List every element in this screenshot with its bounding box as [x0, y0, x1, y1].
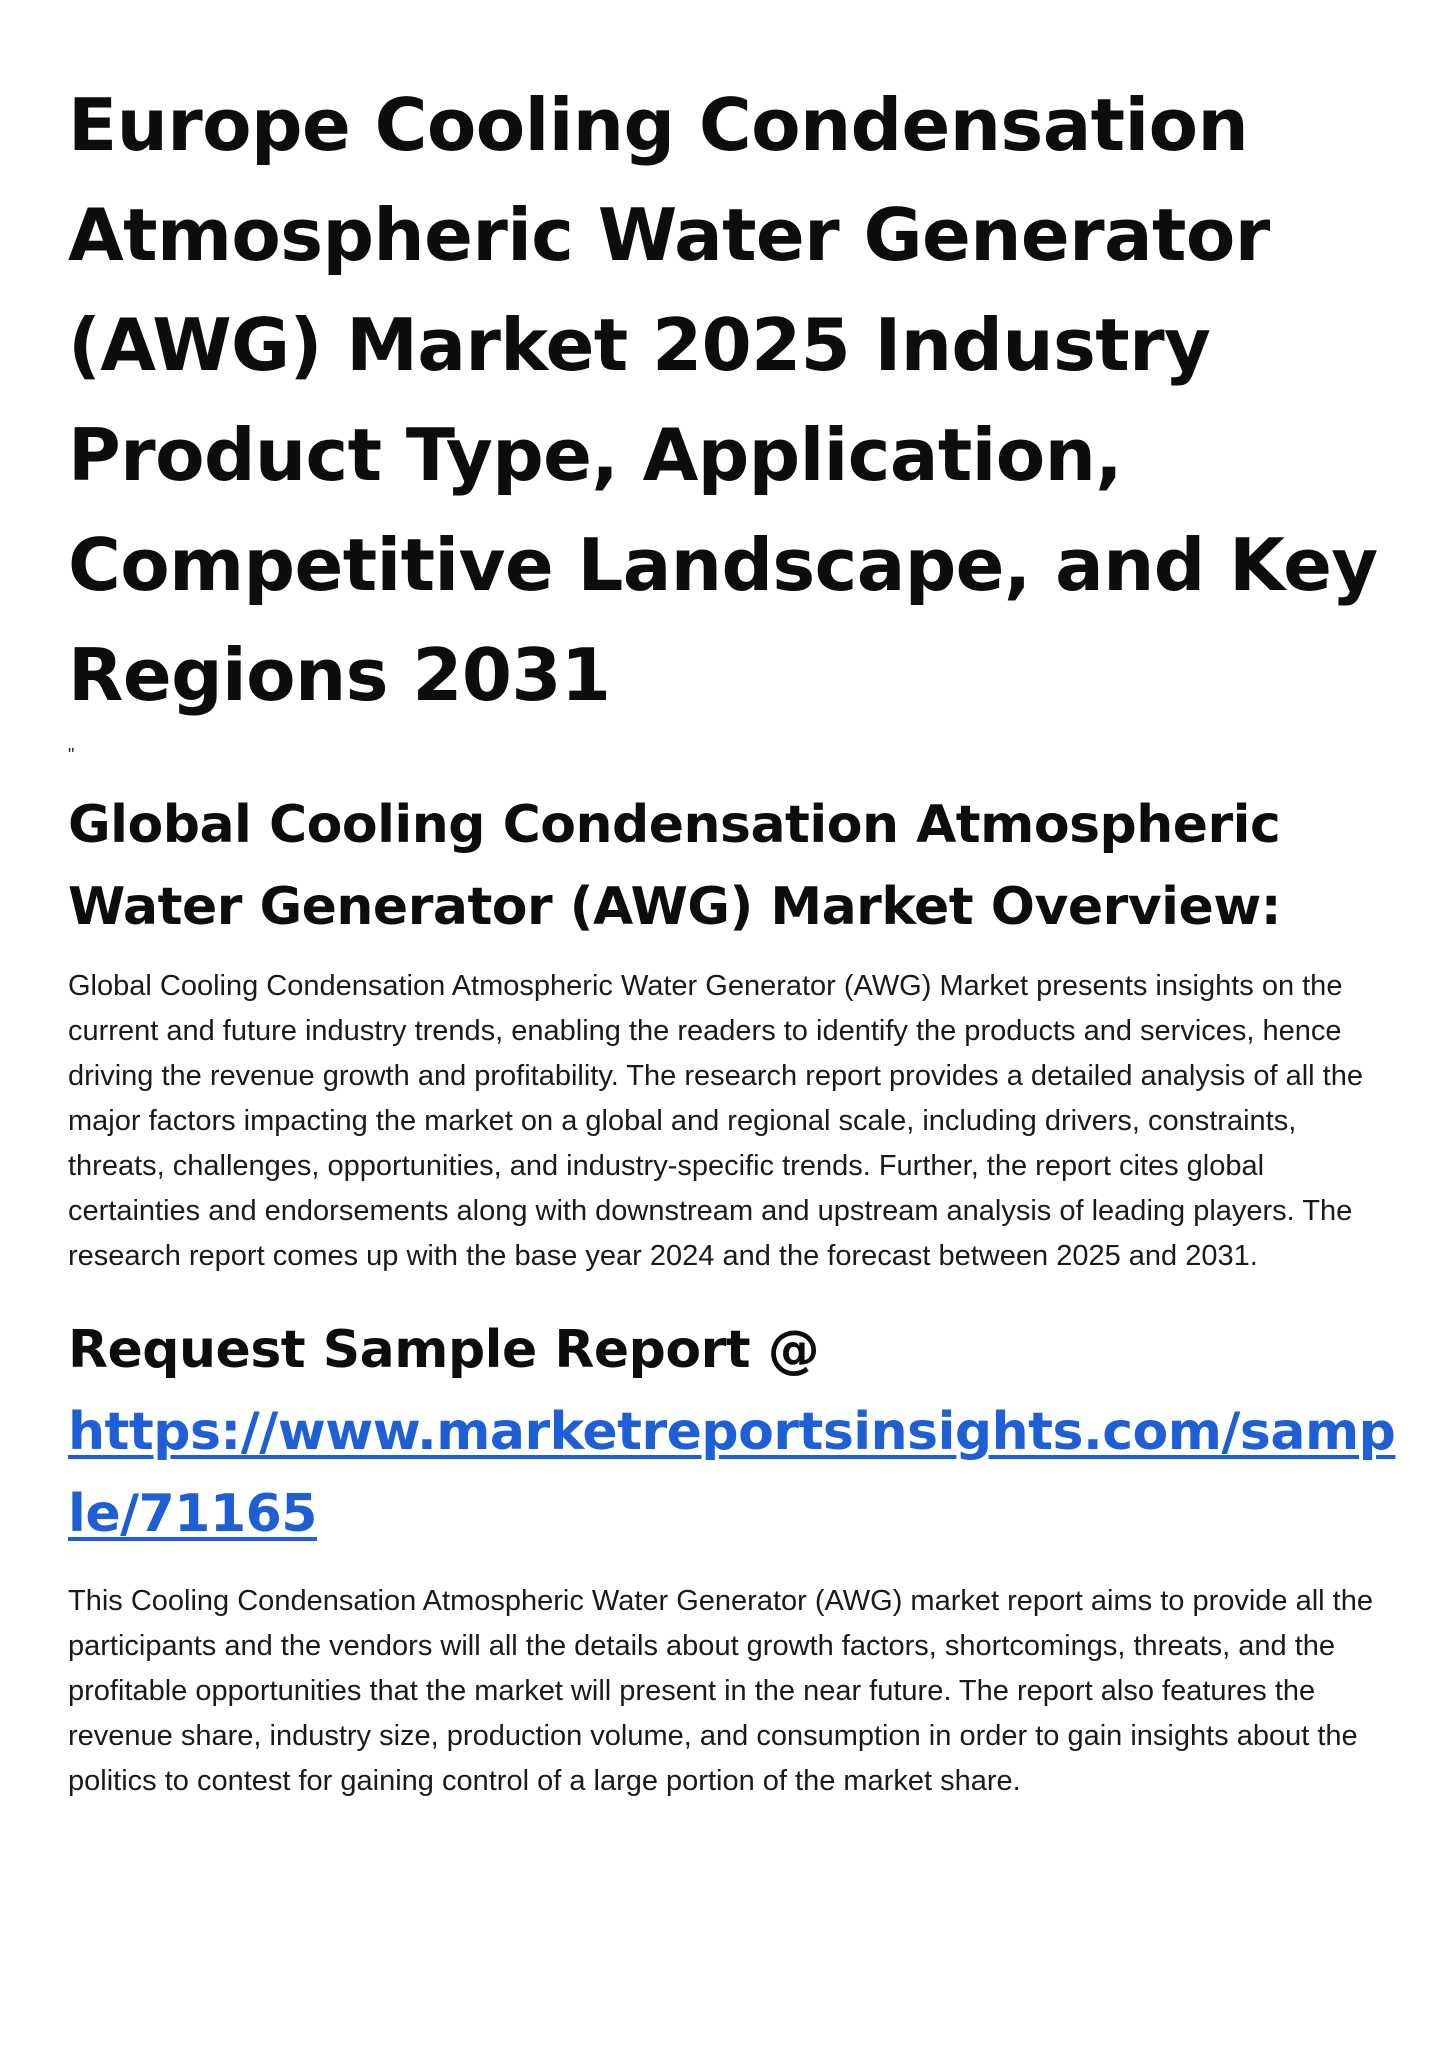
- stray-quote-mark: ": [68, 745, 75, 765]
- overview-heading: Global Cooling Condensation Atmospheric Water Generator (AWG) Market Overview:: [68, 795, 1282, 937]
- request-sample-heading: [68, 1309, 1398, 1555]
- overview-paragraph: Global Cooling Condensation Atmospheric Water Generator (AWG) Market presents insights on the current and future industry trends, enabling the readers to identify the products and services, hence driving the revenue growth and profitability. The research report provides a detailed analysis of all the major factors impacting the market on a global and regional scale, including drivers, constraints, threats, challenges, opportunities, and industry-specific trends. Further, the report cites global certainties and endorsements along with downstream and upstream analysis of leading players. The research report comes up with the base year 2024 and the forecast between 2025 and 2031.: [68, 970, 1363, 1272]
- document-page: [68, 70, 1398, 1804]
- report-description-paragraph: This Cooling Condensation Atmospheric Water Generator (AWG) market report aims to provide all the participants and the vendors will all the details about growth factors, shortcomings, threats, and the profitable opportunities that the market will present in the near future. The report also features the revenue share, industry size, production volume, and consumption in order to gain insights about the politics to contest for gaining control of a large portion of the market share.: [68, 1585, 1373, 1797]
- sample-report-link[interactable]: https://www.marketreportsinsights.com/sample/71165: [68, 1402, 1396, 1544]
- page-title: Europe Cooling Condensation Atmospheric Water Generator (AWG) Market 2025 Industry Product Type, Application, Competitive Landscape, and Key Regions 2031: [68, 83, 1378, 717]
- request-sample-label: Request Sample Report @: [68, 1320, 820, 1380]
